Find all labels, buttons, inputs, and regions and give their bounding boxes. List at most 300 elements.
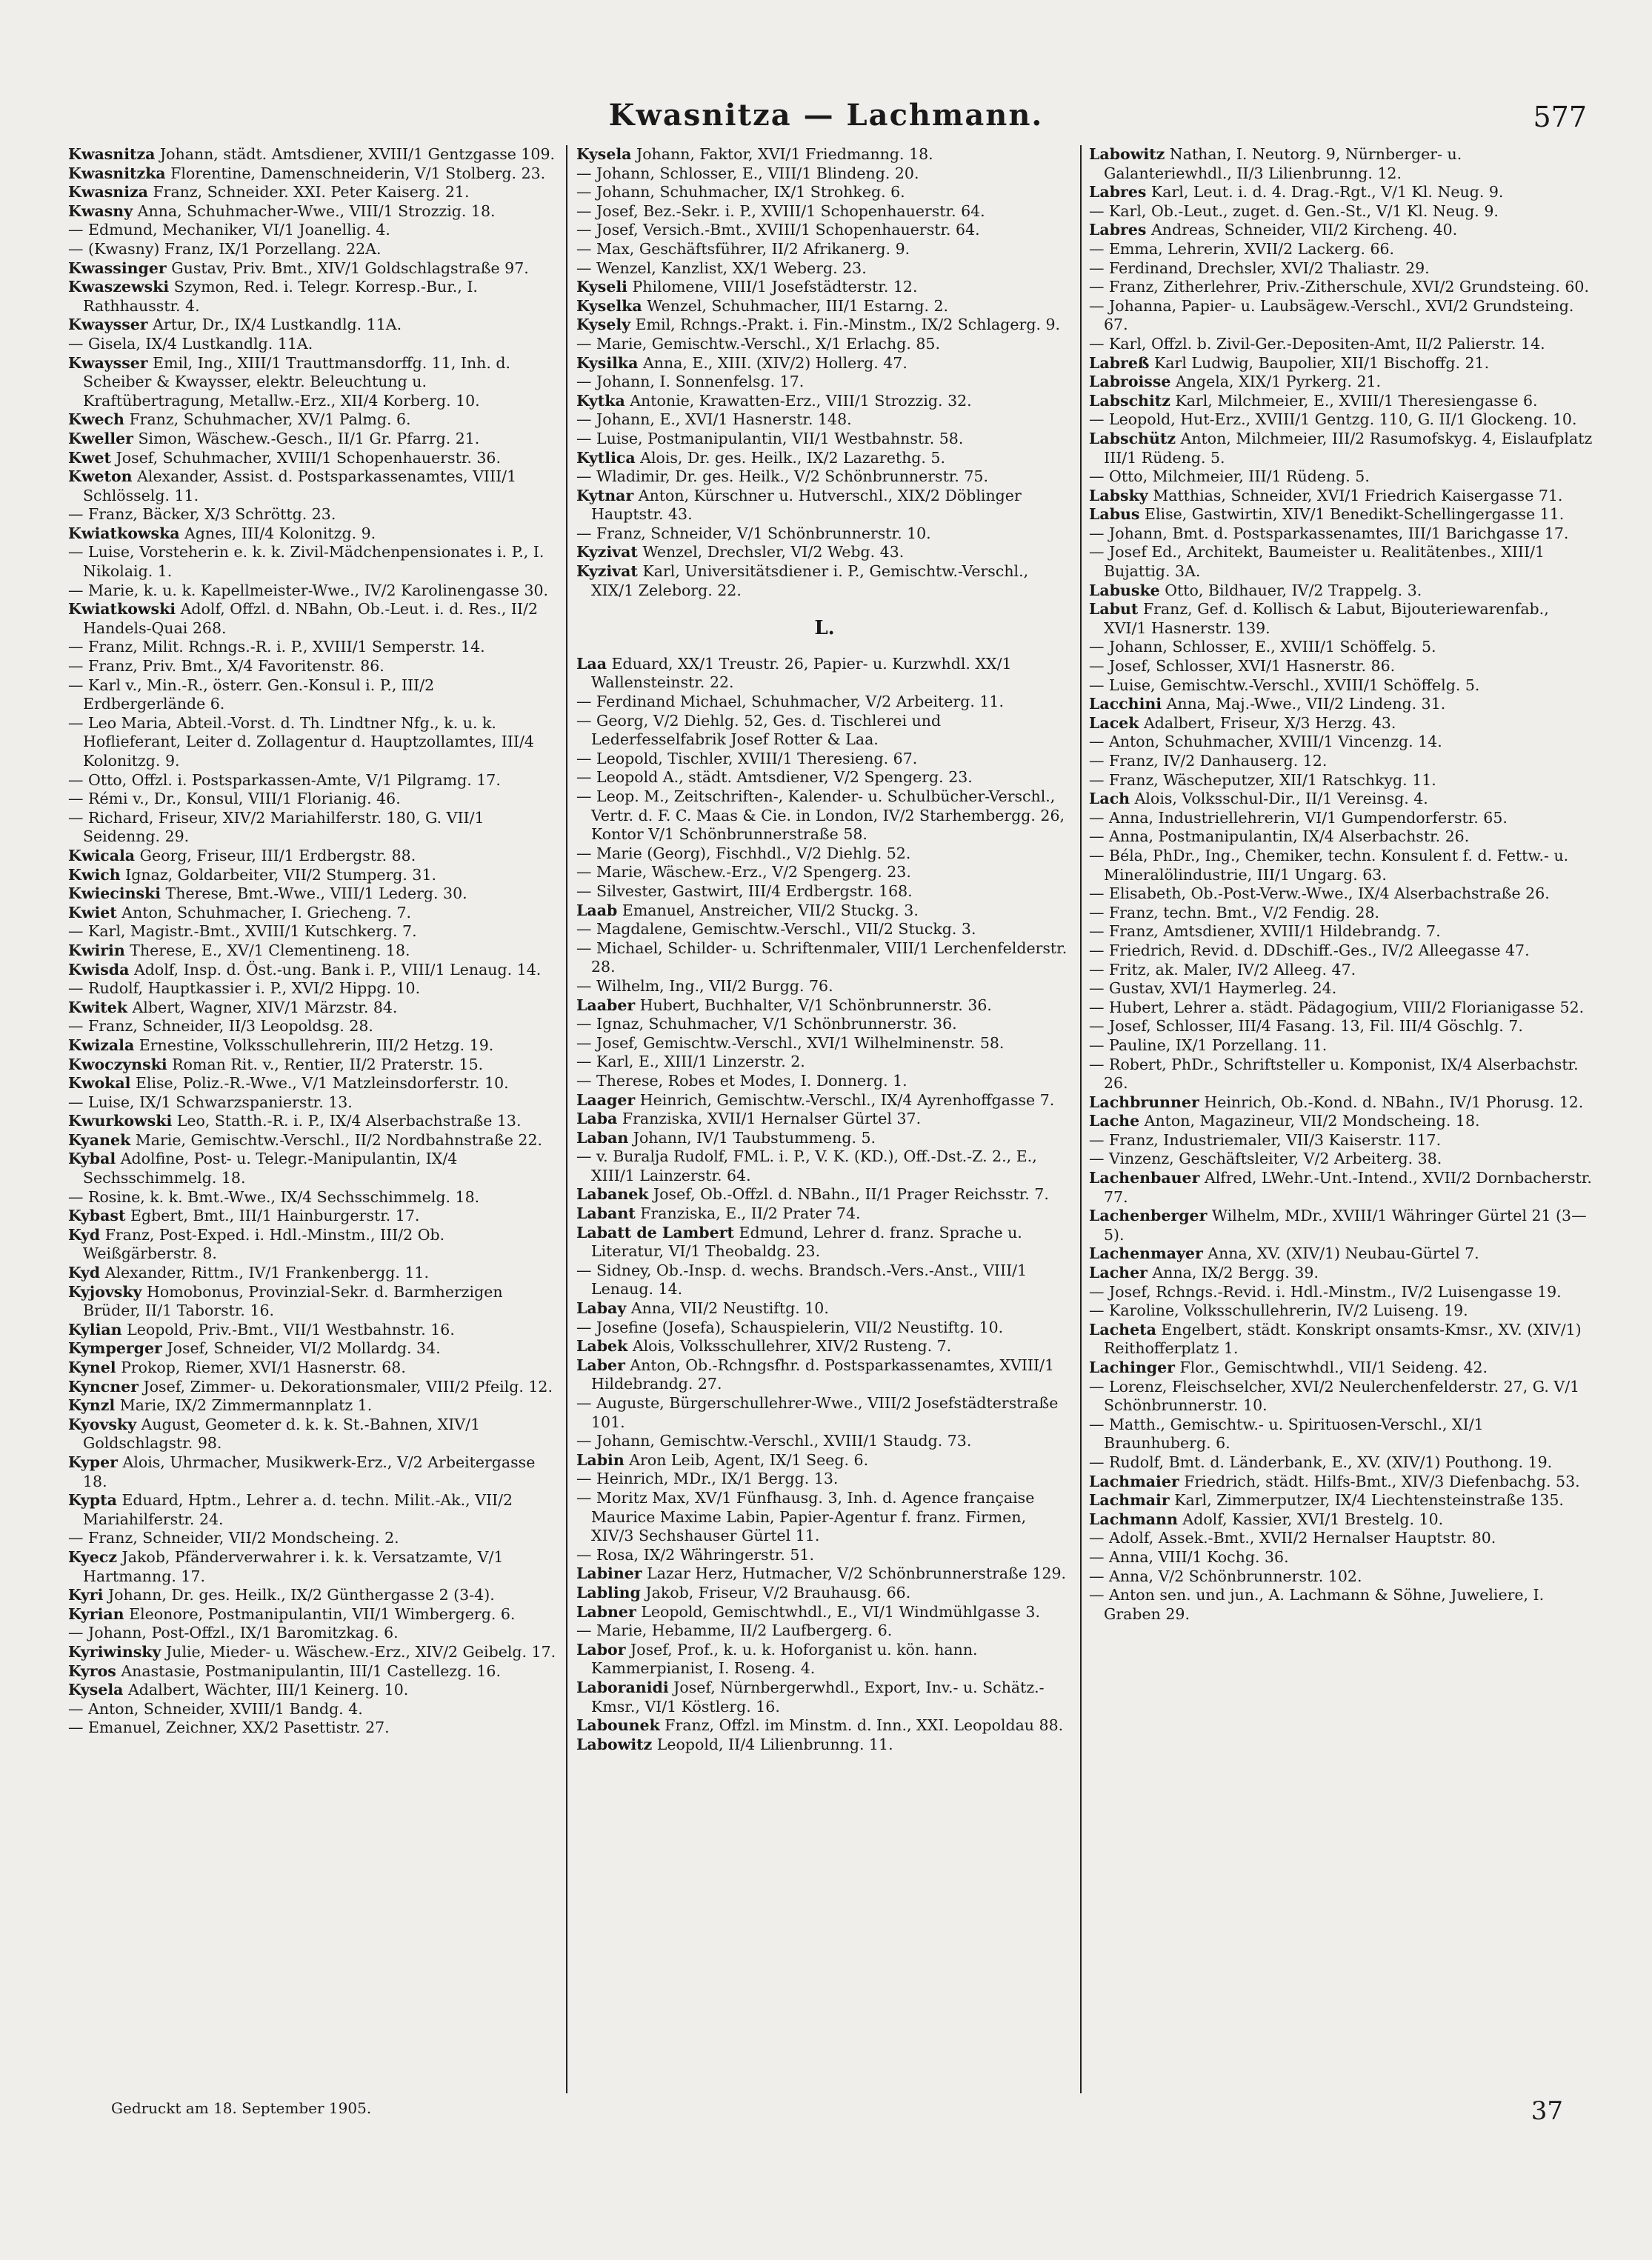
directory-entry	[68, 316, 557, 335]
directory-entry	[68, 467, 557, 505]
directory-entry	[1089, 733, 1593, 752]
directory-entry	[576, 1641, 1073, 1679]
directory-entry	[68, 771, 557, 790]
entry-details: Angela, XIX/1 Pyrkerg. 21.	[1175, 373, 1382, 391]
entry-details: — Josef, Schlosser, III/4 Fasang. 13, Fil. III/4 Göschlg. 7.	[1089, 1017, 1523, 1036]
directory-entry	[68, 354, 557, 411]
directory-entry	[68, 1359, 557, 1378]
directory-entry	[576, 1072, 1073, 1091]
entry-details: — Johann, I. Sonnenfelsg. 17.	[576, 373, 805, 391]
entry-details: Franz, Gef. d. Kollisch & Labut, Bijouteriewarenfab., XVI/1 Hasnerstr. 139.	[1104, 600, 1549, 637]
entry-surname: Kwassinger	[68, 259, 167, 277]
directory-entry	[576, 1716, 1073, 1736]
entry-details: Franz, Schuhmacher, XV/1 Palmg. 6.	[129, 410, 411, 429]
directory-entry	[68, 1662, 557, 1681]
directory-entry	[68, 1017, 557, 1036]
entry-details: Philomene, VIII/1 Josefstädterstr. 12.	[632, 278, 918, 296]
entry-surname: Kymperger	[68, 1339, 162, 1358]
entry-details: — Otto, Offzl. i. Postsparkassen-Amte, V/1 Pilgramg. 17.	[68, 770, 501, 789]
entry-surname: Labin	[576, 1450, 625, 1469]
directory-entry	[576, 183, 1073, 202]
entry-details: — Auguste, Bürgerschullehrer-Wwe., VIII/2 Josefstädterstraße 101.	[576, 1394, 1059, 1431]
entry-surname: Kwich	[68, 865, 121, 884]
directory-entry	[576, 259, 1073, 279]
entry-surname: Kytka	[576, 391, 625, 410]
entry-details: — Anna, VIII/1 Kochg. 36.	[1089, 1547, 1289, 1566]
entry-details: — Fritz, ak. Maler, IV/2 Alleeg. 47.	[1089, 960, 1356, 979]
entry-details: — Marie, Gemischtw.-Verschl., X/1 Erlachg. 85.	[576, 334, 940, 353]
entry-surname: Kwirin	[68, 941, 125, 959]
directory-entry	[68, 278, 557, 316]
entry-details: — Adolf, Assek.-Bmt., XVII/2 Hernalser Hauptstr. 80.	[1089, 1529, 1496, 1547]
entry-details: Leopold, Priv.-Bmt., VII/1 Westbahnstr. 16.	[127, 1320, 455, 1339]
entry-details: Karl Ludwig, Baupolier, XII/1 Bischoffg. 21.	[1153, 353, 1490, 372]
directory-entry	[576, 562, 1073, 600]
directory-entry	[1089, 941, 1593, 961]
directory-entry	[1089, 638, 1593, 657]
entry-details: — Béla, PhDr., Ing., Chemiker, techn. Konsulent f. d. Fettw.- u. Mineralölindustrie, III/1 Ungarg. 63.	[1089, 846, 1569, 884]
directory-entry	[68, 1491, 557, 1529]
entry-surname: Lachenmayer	[1089, 1244, 1203, 1263]
entry-details: Jakob, Friseur, V/2 Brauhausg. 66.	[645, 1583, 911, 1601]
entry-details: Adolf, Offzl. d. NBahn, Ob.-Leut. i. d. Res., II/2 Handels-Quai 268.	[83, 600, 539, 637]
entry-details: — Gustav, XVI/1 Haymerleg. 24.	[1089, 979, 1337, 998]
entry-details: Emil, Ing., XIII/1 Trauttmansdorffg. 11, Inh. d. Scheiber & Kwaysser, elektr. Beleuchtung u. Kraftübertragung, Metallw.-Erz., XII/4 Korberg. 10.	[83, 353, 511, 410]
directory-entry	[68, 430, 557, 449]
directory-entry	[576, 768, 1073, 787]
entry-details: — Leopold, Tischler, XVIII/1 Theresieng. 67.	[576, 749, 918, 767]
entry-details: — Vinzenz, Geschäftsleiter, V/2 Arbeiterg. 38.	[1089, 1150, 1442, 1168]
directory-entry	[1089, 1017, 1593, 1036]
entry-details: Alois, Uhrmacher, Musikwerk-Erz., V/2 Arbeitergasse 18.	[83, 1453, 536, 1490]
directory-entry	[68, 1093, 557, 1113]
directory-entry	[68, 1074, 557, 1093]
entry-details: — Johann, E., XVI/1 Hasnerstr. 148.	[576, 410, 852, 429]
entry-details: — Franz, Milit. Rchngs.-R. i. P., XVIII/1 Semperstr. 14.	[68, 638, 485, 656]
entry-surname: Labschitz	[1089, 391, 1170, 410]
entry-surname: Kysela	[68, 1681, 124, 1699]
directory-entry	[68, 638, 557, 657]
entry-surname: Kytlica	[576, 448, 636, 467]
entry-details: — Otto, Milchmeier, III/1 Rüdeng. 5.	[1089, 467, 1370, 486]
entry-details: — Franz, Schneider, VII/2 Mondscheing. 2.	[68, 1529, 399, 1547]
directory-entry	[576, 882, 1073, 901]
directory-entry	[1089, 259, 1593, 279]
entry-details: Heinrich, Ob.-Kond. d. NBahn., IV/1 Phorusg. 12.	[1204, 1093, 1584, 1111]
entry-details: Karl, Milchmeier, E., XVIII/1 Theresiengasse 6.	[1175, 391, 1538, 410]
entry-details: — Franz, Schneider, II/3 Leopoldsg. 28.	[68, 1017, 373, 1036]
entry-details: — Sidney, Ob.-Insp. d. wechs. Brandsch.-Vers.-Anst., VIII/1 Lenaug. 14.	[576, 1261, 1027, 1299]
entry-details: — Therese, Robes et Modes, I. Donnerg. 1.	[576, 1071, 907, 1090]
entry-details: Andreas, Schneider, VII/2 Kircheng. 40.	[1150, 221, 1458, 239]
entry-surname: Lachinger	[1089, 1359, 1175, 1376]
column-divider	[1080, 145, 1082, 2093]
entry-surname: Kyecz	[68, 1547, 117, 1566]
directory-entry	[1089, 278, 1593, 297]
entry-details: — Franz, IV/2 Danhauserg. 12.	[1089, 752, 1328, 770]
directory-entry	[1089, 922, 1593, 941]
entry-details: — Heinrich, MDr., IX/1 Bergg. 13.	[576, 1470, 839, 1488]
directory-entry	[576, 1546, 1073, 1565]
entry-details: — v. Buralja Rudolf, FML. i. P., V. K. (KD.), Off.-Dst.-Z. 2., E., XIII/1 Lainzerstr. 64.	[576, 1147, 1037, 1184]
directory-entry	[576, 145, 1073, 164]
entry-details: — Anton, Schneider, XVIII/1 Bandg. 4.	[68, 1699, 363, 1718]
directory-entry	[1089, 979, 1593, 999]
entry-details: Marie, IX/2 Zimmermannplatz 1.	[119, 1396, 373, 1415]
entry-surname: Laber	[576, 1356, 625, 1374]
directory-entry	[68, 1416, 557, 1453]
entry-details: — Ferdinand Michael, Schuhmacher, V/2 Arbeiterg. 11.	[576, 693, 1004, 711]
directory-entry	[576, 1185, 1073, 1204]
directory-entry	[68, 505, 557, 524]
directory-entry	[68, 979, 557, 999]
entry-surname: Laab	[576, 901, 618, 919]
entry-details: Karl, Zimmerputzer, IX/4 Liechtensteinstraße 135.	[1174, 1491, 1564, 1510]
page-header	[0, 98, 1652, 142]
entry-details: Anton, Magazineur, VII/2 Mondscheing. 18.	[1144, 1112, 1480, 1130]
entry-surname: Laa	[576, 654, 607, 673]
entry-surname: Laban	[576, 1128, 629, 1147]
entry-details: — Ferdinand, Drechsler, XVI/2 Thaliastr. 29.	[1089, 259, 1430, 277]
sheet-signature: 37	[1531, 2096, 1563, 2126]
directory-entry	[1089, 335, 1593, 354]
entry-details: — Gisela, IX/4 Lustkandlg. 11A.	[68, 334, 313, 353]
directory-entry	[68, 1453, 557, 1491]
directory-entry	[68, 1207, 557, 1226]
entry-details: Gustav, Priv. Bmt., XIV/1 Goldschlagstraße 97.	[171, 259, 529, 277]
entry-details: Adolf, Kassier, XVI/1 Brestelg. 10.	[1182, 1510, 1444, 1528]
entry-details: — Marie, k. u. k. Kapellmeister-Wwe., IV/2 Karolinengasse 30.	[68, 581, 549, 599]
entry-details: Jakob, Pfänderverwahrer i. k. k. Versatzamte, V/1 Hartmanng. 17.	[83, 1547, 504, 1585]
entry-surname: Kwaysser	[68, 353, 148, 372]
entry-details: — Michael, Schilder- u. Schriftenmaler, VIII/1 Lerchenfelderstr. 28.	[576, 939, 1068, 976]
directory-entry	[68, 145, 557, 164]
directory-entry	[576, 1261, 1073, 1299]
entry-details: — Magdalene, Gemischtw.-Verschl., VII/2 Stuckg. 3.	[576, 920, 976, 939]
entry-details: — Johanna, Papier- u. Laubsägew.-Verschl., XVI/2 Grundsteing. 67.	[1089, 296, 1574, 334]
entry-details: — Wilhelm, Ing., VII/2 Burgg. 76.	[576, 976, 833, 995]
entry-surname: Kweller	[68, 429, 133, 447]
entry-surname: Kwiecinski	[68, 884, 161, 903]
entry-details: Prokop, Riemer, XVI/1 Hasnerstr. 68.	[121, 1359, 406, 1376]
entry-details: Karl, Leut. i. d. 4. Drag.-Rgt., V/1 Kl. Neug. 9.	[1150, 183, 1504, 201]
directory-entry	[576, 430, 1073, 449]
entry-surname: Kwoczynski	[68, 1055, 167, 1073]
directory-entry	[1089, 714, 1593, 733]
entry-surname: Kwiatkowski	[68, 600, 176, 619]
directory-entry	[68, 866, 557, 885]
directory-entry	[576, 487, 1073, 524]
entry-surname: Kysely	[576, 316, 631, 334]
directory-entry	[576, 449, 1073, 468]
directory-entry	[1089, 1244, 1593, 1264]
directory-entry	[68, 1681, 557, 1700]
entry-details: — Rosine, k. k. Bmt.-Wwe., IX/4 Sechsschimmelg. 18.	[68, 1187, 480, 1206]
entry-surname: Labner	[576, 1602, 636, 1621]
entry-details: — Wladimir, Dr. ges. Heilk., V/2 Schönbrunnerstr. 75.	[576, 467, 988, 486]
entry-details: — Johann, Gemischtw.-Verschl., XVIII/1 Staudg. 73.	[576, 1432, 972, 1450]
entry-details: Edmund, Lehrer d. franz. Sprache u. Literatur, VI/1 Theobaldg. 23.	[591, 1223, 1022, 1261]
directory-entry	[576, 316, 1073, 335]
entry-details: Eduard, XX/1 Treustr. 26, Papier- u. Kurzwhdl. XX/1 Wallensteinstr. 22.	[591, 654, 1012, 692]
entry-surname: Labsky	[1089, 486, 1148, 504]
directory-entry	[576, 1110, 1073, 1129]
entry-surname: Kwasniza	[68, 183, 148, 201]
directory-entry	[576, 1299, 1073, 1319]
directory-entry	[1089, 752, 1593, 771]
entry-surname: Labroisse	[1089, 373, 1171, 391]
entry-surname: Kyncner	[68, 1377, 139, 1396]
entry-surname: Kyd	[68, 1225, 101, 1244]
directory-entry	[576, 1337, 1073, 1356]
directory-entry	[68, 221, 557, 240]
entry-details: Alfred, LWehr.-Unt.-Intend., XVII/2 Dornbacherstr. 77.	[1104, 1169, 1592, 1206]
directory-entry	[68, 1321, 557, 1340]
entry-surname: Kynzl	[68, 1396, 116, 1415]
column-3	[1089, 145, 1593, 2093]
directory-entry	[1089, 1283, 1593, 1302]
directory-entry	[68, 961, 557, 980]
entry-surname: Kylian	[68, 1320, 122, 1339]
directory-entry	[1089, 297, 1593, 335]
entry-surname: Lacchini	[1089, 695, 1162, 713]
entry-surname: Labant	[576, 1204, 636, 1223]
directory-entry	[576, 1053, 1073, 1072]
column-divider	[566, 145, 567, 2093]
entry-details: August, Geometer d. k. k. St.-Bahnen, XIV/1 Goldschlagstr. 98.	[83, 1415, 481, 1453]
directory-entry	[1089, 354, 1593, 373]
entry-surname: Kybast	[68, 1207, 126, 1225]
entry-surname: Kwiatkowska	[68, 524, 180, 542]
directory-entry	[1089, 1473, 1593, 1492]
directory-entry	[68, 884, 557, 904]
directory-entry	[68, 809, 557, 847]
directory-entry	[1089, 1416, 1593, 1453]
directory-entry	[68, 790, 557, 809]
directory-entry	[576, 939, 1073, 977]
directory-entry	[68, 259, 557, 279]
entry-details: — Josef, Rchngs.-Revid. i. Hdl.-Minstm., IV/2 Luisengasse 19.	[1089, 1282, 1562, 1301]
entry-details: Emil, Rchngs.-Prakt. i. Fin.-Minstm., IX/2 Schlagerg. 9.	[635, 316, 1061, 334]
directory-entry	[1089, 1548, 1593, 1567]
entry-details: — Anna, Postmanipulantin, IX/4 Alserbachstr. 26.	[1089, 827, 1470, 846]
entry-surname: Laboranidi	[576, 1678, 669, 1696]
directory-entry	[1089, 183, 1593, 202]
directory-entry	[1089, 695, 1593, 714]
entry-details: — Hubert, Lehrer a. städt. Pädagogium, VIII/2 Florianigasse 52.	[1089, 998, 1585, 1016]
entry-details: — Rémi v., Dr., Konsul, VIII/1 Florianig. 46.	[68, 790, 401, 808]
entry-surname: Labus	[1089, 505, 1140, 524]
entry-surname: Kyovsky	[68, 1415, 137, 1433]
entry-surname: Kyd	[68, 1264, 101, 1282]
entry-surname: Kwet	[68, 448, 111, 467]
entry-details: Anna, VII/2 Neustiftg. 10.	[630, 1299, 829, 1318]
entry-surname: Kwasnitza	[68, 145, 156, 163]
entry-surname: Kweton	[68, 467, 133, 486]
entry-surname: Kwisda	[68, 960, 130, 979]
directory-entry	[1089, 1359, 1593, 1378]
entry-details: — Wenzel, Kanzlist, XX/1 Weberg. 23.	[576, 259, 867, 277]
directory-entry	[1089, 581, 1593, 601]
directory-entry	[1089, 202, 1593, 221]
directory-entry	[68, 1056, 557, 1075]
directory-entry	[1089, 240, 1593, 259]
directory-entry	[576, 901, 1073, 921]
directory-entry	[576, 410, 1073, 430]
entry-surname: Kypta	[68, 1491, 117, 1510]
entry-details: Homobonus, Provinzial-Sekr. d. Barmherzigen Brüder, II/1 Taborstr. 16.	[83, 1282, 503, 1320]
entry-surname: Kwasny	[68, 201, 133, 220]
entry-details: — Franz, Industriemaler, VII/3 Kaiserstr. 117.	[1089, 1130, 1442, 1149]
directory-entry	[1089, 1207, 1593, 1244]
entry-details: Franz, Post-Exped. i. Hdl.-Minstm., III/2 Ob. Weißgärberstr. 8.	[83, 1225, 445, 1263]
directory-entry	[68, 1264, 557, 1283]
entry-details: Anna, XV. (XIV/1) Neubau-Gürtel 7.	[1208, 1244, 1479, 1263]
page-footer	[0, 2096, 1652, 2141]
directory-entry	[1089, 847, 1593, 884]
entry-surname: Labreß	[1089, 353, 1150, 372]
directory-entry	[576, 712, 1073, 750]
entry-details: — Moritz Max, XV/1 Fünfhausg. 3, Inh. d. Agence française Maurice Maxime Labin, Papier-Agentur f. franz. Firmen, XIV/3 Sechshauser Gürtel 11.	[576, 1488, 1035, 1545]
directory-entry	[576, 1204, 1073, 1224]
entry-details: Johann, städt. Amtsdiener, XVIII/1 Gentzgasse 109.	[159, 145, 556, 163]
directory-entry	[1089, 543, 1593, 581]
entry-surname: Kyselka	[576, 296, 642, 315]
directory-entry	[68, 847, 557, 866]
directory-entry	[68, 335, 557, 354]
directory-entry	[576, 977, 1073, 996]
entry-details: — Franz, Bäcker, X/3 Schröttg. 23.	[68, 505, 336, 524]
entry-details: Elise, Gastwirtin, XIV/1 Benedikt-Schellingergasse 11.	[1145, 505, 1565, 524]
directory-entry	[68, 202, 557, 221]
directory-entry	[68, 1396, 557, 1416]
entry-details: — Luise, Vorsteherin e. k. k. Zivil-Mädchenpensionates i. P., I. Nikolaig. 1.	[68, 543, 544, 581]
entry-surname: Kwitek	[68, 998, 127, 1016]
entry-details: Leo, Statth.-R. i. P., IX/4 Alserbachstraße 13.	[176, 1112, 522, 1130]
entry-surname: Labut	[1089, 600, 1139, 619]
entry-details: — Karl, Magistr.-Bmt., XVIII/1 Kutschkerg. 7.	[68, 922, 417, 941]
entry-details: Wenzel, Drechsler, VI/2 Webg. 43.	[642, 543, 905, 561]
entry-details: — Emanuel, Zeichner, XX/2 Pasettistr. 27.	[68, 1719, 390, 1737]
directory-entry	[576, 1356, 1073, 1394]
directory-entry	[68, 240, 557, 259]
entry-details: Adolfine, Post- u. Telegr.-Manipulantin, IX/4 Sechsschimmelg. 18.	[83, 1150, 458, 1187]
entry-details: Josef, Prof., k. u. k. Hoforganist u. kön. hann. Kammerpianist, I. Roseng. 4.	[591, 1640, 978, 1678]
directory-entry	[576, 1091, 1073, 1110]
entry-details: — Josef, Versich.-Bmt., XVIII/1 Schopenhauerstr. 64.	[576, 221, 980, 239]
entry-details: — Marie, Hebamme, II/2 Laufbergerg. 6.	[576, 1621, 893, 1640]
entry-details: — Luise, Gemischtw.-Verschl., XVIII/1 Schöffelg. 5.	[1089, 676, 1480, 694]
directory-entry	[1089, 487, 1593, 506]
entry-surname: Lachenberger	[1089, 1207, 1208, 1225]
entry-details: Florentine, Damenschneiderin, V/1 Stolberg. 23.	[170, 164, 546, 182]
directory-entry	[1089, 221, 1593, 240]
entry-details: — Johann, Schlosser, E., VIII/1 Blindeng. 20.	[576, 164, 919, 182]
directory-entry	[576, 1015, 1073, 1034]
entry-details: Aron Leib, Agent, IX/1 Seeg. 6.	[629, 1450, 869, 1469]
directory-entry	[68, 1700, 557, 1719]
directory-entry	[68, 183, 557, 202]
entry-surname: Labanek	[576, 1185, 649, 1204]
entry-details: — Josef, Schlosser, XVI/1 Hasnerstr. 86.	[1089, 657, 1396, 676]
entry-details: Anastasie, Postmanipulantin, III/1 Castellezg. 16.	[121, 1661, 501, 1680]
entry-details: Julie, Mieder- u. Wäschew.-Erz., XIV/2 Geibelg. 17.	[165, 1642, 556, 1661]
directory-entry	[576, 202, 1073, 221]
entry-details: Anton, Ob.-Rchngsfhr. d. Postsparkassenamtes, XVIII/1 Hildebrandg. 27.	[591, 1356, 1055, 1393]
entry-details: Johann, IV/1 Taubstummeng. 5.	[633, 1128, 876, 1147]
entry-details: — Josef Ed., Architekt, Baumeister u. Realitätenbes., XIII/1 Bujattig. 3A.	[1089, 543, 1545, 581]
directory-entry	[1089, 771, 1593, 790]
directory-entry	[576, 297, 1073, 316]
directory-entry	[576, 354, 1073, 373]
entry-details: — Matth., Gemischtw.- u. Spirituosen-Verschl., XI/1 Braunhuberg. 6.	[1089, 1415, 1484, 1453]
directory-entry	[1089, 884, 1593, 904]
entry-details: — Ignaz, Schuhmacher, V/1 Schönbrunnerstr. 36.	[576, 1015, 957, 1033]
entry-surname: Kytnar	[576, 486, 634, 504]
directory-entry	[68, 1605, 557, 1624]
directory-entry	[68, 1643, 557, 1662]
entry-details: — Josefine (Josefa), Schauspielerin, VII/2 Neustiftg. 10.	[576, 1318, 1004, 1336]
entry-details: Egbert, Bmt., III/1 Hainburgerstr. 17.	[130, 1207, 420, 1225]
entry-details: Eduard, Hptm., Lehrer a. d. techn. Milit.-Ak., VII/2 Mariahilferstr. 24.	[83, 1491, 513, 1528]
entry-surname: Kyros	[68, 1661, 116, 1680]
entry-details: — Leop. M., Zeitschriften-, Kalender- u. Schulbücher-Verschl., Vertr. d. F. C. Maas & Cie. in London, IV/2 Starhembergg. 26, Kontor V/1 Schönbrunnerstraße 58.	[576, 787, 1065, 844]
entry-details: Alois, Volksschullehrer, XIV/2 Rusteng. 7.	[632, 1337, 952, 1356]
entry-surname: Labuske	[1089, 581, 1160, 599]
directory-entry	[576, 467, 1073, 487]
entry-surname: Labling	[576, 1583, 641, 1601]
entry-details: Adalbert, Friseur, X/3 Herzg. 43.	[1143, 713, 1396, 732]
directory-entry	[1089, 410, 1593, 430]
directory-entry	[576, 996, 1073, 1016]
entry-surname: Kysela	[576, 145, 632, 163]
directory-entry	[68, 543, 557, 581]
directory-entry	[576, 920, 1073, 939]
directory-entry	[68, 922, 557, 941]
entry-details: Otto, Bildhauer, IV/2 Trappelg. 3.	[1165, 581, 1422, 599]
directory-entry	[68, 657, 557, 676]
entry-surname: Labowitz	[1089, 145, 1165, 163]
directory-entry	[1089, 999, 1593, 1018]
entry-details: Franziska, E., II/2 Prater 74.	[640, 1204, 861, 1223]
entry-surname: Kwizala	[68, 1036, 135, 1054]
entry-surname: Laager	[576, 1090, 636, 1109]
entry-details: Anton, Kürschner u. Hutverschl., XIX/2 Döblinger Hauptstr. 43.	[591, 486, 1022, 524]
entry-details: Hubert, Buchhalter, V/1 Schönbrunnerstr. 36.	[639, 996, 992, 1014]
directory-entry	[1089, 1056, 1593, 1093]
directory-entry	[68, 941, 557, 961]
entry-surname: Labres	[1089, 221, 1147, 239]
entry-details: Anton, Schuhmacher, I. Griecheng. 7.	[121, 903, 412, 921]
directory-entry	[68, 1548, 557, 1586]
running-title: Kwasnitza — Lachmann.	[608, 98, 1044, 133]
entry-details: Nathan, I. Neutorg. 9, Nürnberger- u. Galanteriewhdl., II/3 Lilienbrunng. 12.	[1104, 145, 1462, 182]
entry-details: — Georg, V/2 Diehlg. 52, Ges. d. Tischlerei und Lederfesselfabrik Josef Rotter & Laa.	[576, 711, 942, 749]
entry-details: Therese, Bmt.-Wwe., VIII/1 Lederg. 30.	[165, 884, 467, 903]
entry-details: — Max, Geschäftsführer, II/2 Afrikanerg. 9.	[576, 239, 910, 258]
directory-entry	[1089, 790, 1593, 809]
entry-details: — Leo Maria, Abteil.-Vorst. d. Th. Lindtner Nfg., k. u. k. Hoflieferant, Leiter d. Zollagentur d. Hauptzollamtes, III/4 Kolonitzg. 9.	[68, 713, 534, 770]
entry-details: Alexander, Rittm., IV/1 Frankenbergg. 11.	[104, 1264, 429, 1282]
entry-details: Marie, Gemischtw.-Verschl., II/2 Nordbahnstraße 22.	[135, 1130, 543, 1149]
entry-details: — Leopold, Hut-Erz., XVIII/1 Gentzg. 110, G. II/1 Glockeng. 10.	[1089, 410, 1577, 429]
entry-details: Wenzel, Schuhmacher, III/1 Estarng. 2.	[647, 296, 949, 315]
entry-surname: Kyzivat	[576, 562, 638, 581]
entry-details: — Karoline, Volksschullehrerin, IV/2 Luiseng. 19.	[1089, 1301, 1468, 1320]
directory-entry	[68, 1283, 557, 1321]
directory-entry	[1089, 600, 1593, 638]
directory-entry	[1089, 1529, 1593, 1548]
